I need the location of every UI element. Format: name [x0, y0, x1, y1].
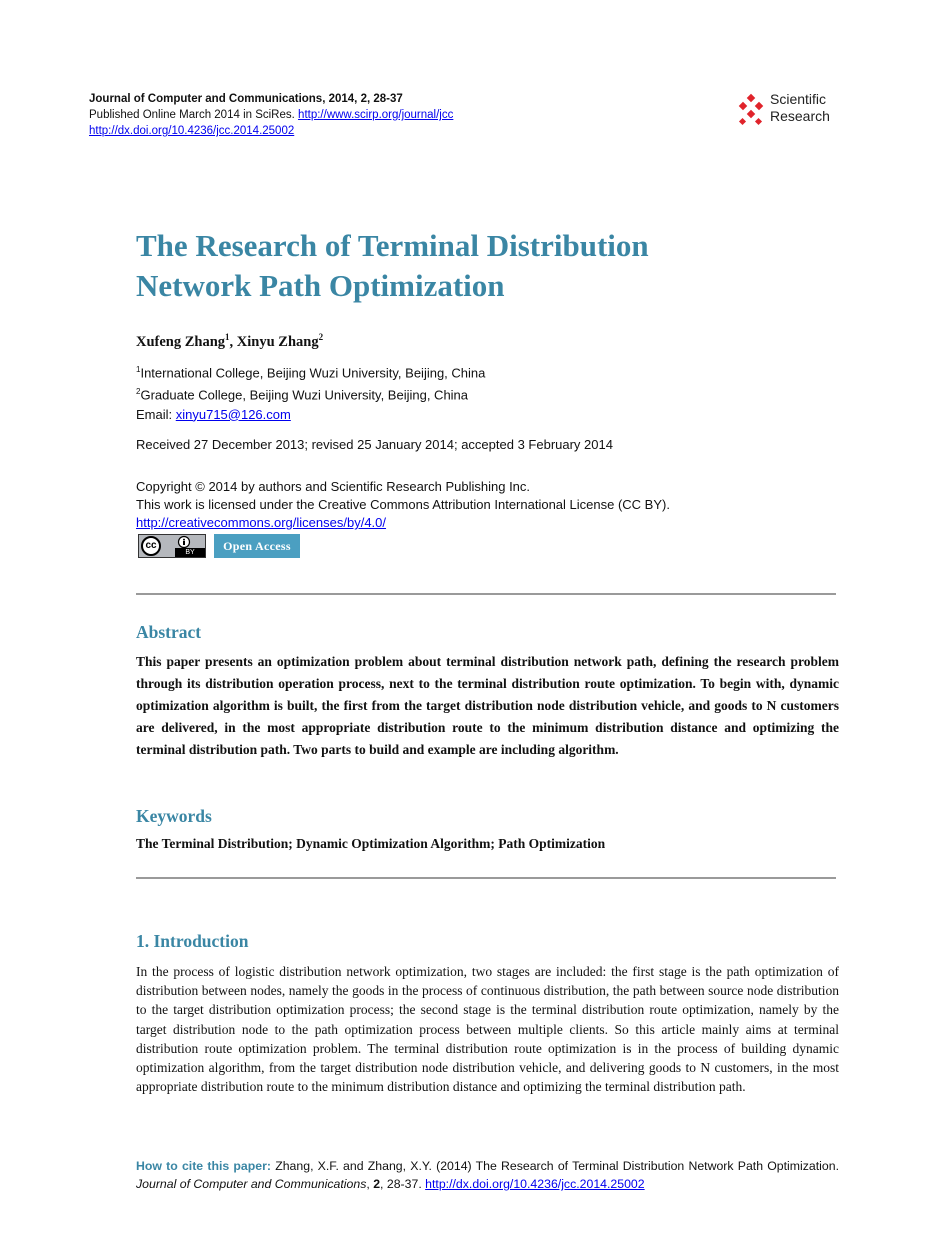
received-dates: Received 27 December 2013; revised 25 January 2014; accepted 3 February 2014: [136, 437, 613, 452]
keywords-text: The Terminal Distribution; Dynamic Optimization Algorithm; Path Optimization: [136, 836, 606, 851]
affiliation-1-sup: 1: [136, 365, 141, 374]
logo-diamond-icon: [736, 93, 766, 129]
title-line2: Network Path Optimization: [136, 268, 505, 303]
introduction-text: In the process of logistic distribution network optimization, two stages are included: the first stage is the path optimization of distribution between nodes, namely the goods in the process of continuous distribution, the path between source node distribution to the target distribution optimization process; the second stage is the terminal distribution route optimization, namely by the target distribution node to the path optimization process between multiple clients. So this article mainly aims at terminal distribution route optimization problem. The terminal distribution route optimization is in the process of building dynamic optimization algorithm, from the target distribution node distribution vehicle, and delivering goods to N customers, in the most appropriate distribution route to the minimum distribution distance and optimizing the terminal distribution path.: [136, 964, 839, 1095]
license-link[interactable]: http://creativecommons.org/licenses/by/4.0/: [136, 515, 387, 530]
affiliation-2-sup: 2: [136, 387, 141, 397]
section-divider-top: [136, 593, 836, 595]
cite-journal: Journal of Computer and Communications: [136, 1177, 367, 1191]
logo-line1: Scientific: [770, 91, 827, 107]
license-line: This work is licensed under the Creative Commons Attribution International License (CC BY).: [136, 497, 670, 512]
abstract-text: This paper presents an optimization problem about terminal distribution network path, defining the research problem through its distribution operation process, next to the terminal distribution route optimization. To begin with, dynamic optimization algorithm is built, the first from the target distribution node distribution vehicle, and goods to N customers are delivered, in the most appropriate distribution route to the minimum distribution distance and optimizing the terminal distribution path. Two parts to build and example are including algorithm.: [136, 654, 839, 757]
author-1-sup: 1: [225, 332, 230, 342]
cite-text: Zhang, X.F. and Zhang, X.Y. (2014) The Research of Terminal Distribution Network Path Optimization.: [271, 1159, 839, 1173]
author-sep: ,: [229, 333, 237, 350]
email-label: Email:: [136, 406, 176, 422]
author-1: Xufeng Zhang: [136, 333, 226, 350]
affiliation-2-text: Graduate College, Beijing Wuzi University, Beijing, China: [140, 387, 469, 403]
copyright-block: [136, 478, 670, 532]
cite-pages: , 28-37.: [380, 1177, 426, 1191]
paper-title: [136, 226, 836, 306]
journal-citation: Journal of Computer and Communications, 2014, 2, 28-37: [89, 93, 403, 105]
open-access-badge[interactable]: Open Access: [214, 534, 300, 558]
abstract-heading: Abstract: [136, 622, 202, 642]
affiliation-1-text: International College, Beijing Wuzi University, Beijing, China: [140, 365, 486, 381]
cite-doi-link[interactable]: http://dx.doi.org/10.4236/jcc.2014.25002: [425, 1177, 645, 1191]
affiliation-2: [136, 382, 485, 404]
cc-by-badge[interactable]: [138, 534, 206, 558]
journal-header: [89, 91, 453, 139]
authors: [136, 332, 323, 351]
email-link[interactable]: xinyu715@126.com: [175, 406, 291, 422]
email-line: [136, 405, 485, 424]
how-to-cite: [136, 1157, 839, 1193]
publication-line: [89, 107, 453, 123]
title-line1: The Research of Terminal Distribution: [136, 228, 649, 263]
copyright-line: Copyright © 2014 by authors and Scientific Research Publishing Inc.: [136, 479, 531, 494]
introduction-heading: 1. Introduction: [136, 931, 249, 951]
affiliations: [136, 360, 485, 424]
logo-text: [770, 91, 830, 125]
author-2: Xinyu Zhang: [236, 333, 319, 350]
affiliation-1: [136, 360, 485, 382]
cite-label: How to cite this paper:: [136, 1159, 271, 1173]
author-2-sup: 2: [318, 332, 324, 342]
cc-by-label: BY: [185, 549, 195, 556]
published-text: Published Online March 2014 in SciRes.: [89, 109, 295, 121]
scientific-research-logo: [736, 91, 846, 131]
doi-link[interactable]: http://dx.doi.org/10.4236/jcc.2014.25002: [89, 125, 295, 137]
keywords-heading: Keywords: [136, 806, 212, 826]
journal-link[interactable]: http://www.scirp.org/journal/jcc: [298, 109, 454, 121]
cc-symbol: cc: [145, 540, 157, 551]
cite-volume: 2: [373, 1177, 381, 1191]
logo-line2: Research: [770, 108, 830, 124]
section-divider-bottom: [136, 877, 836, 879]
cite-sep: ,: [366, 1177, 374, 1191]
